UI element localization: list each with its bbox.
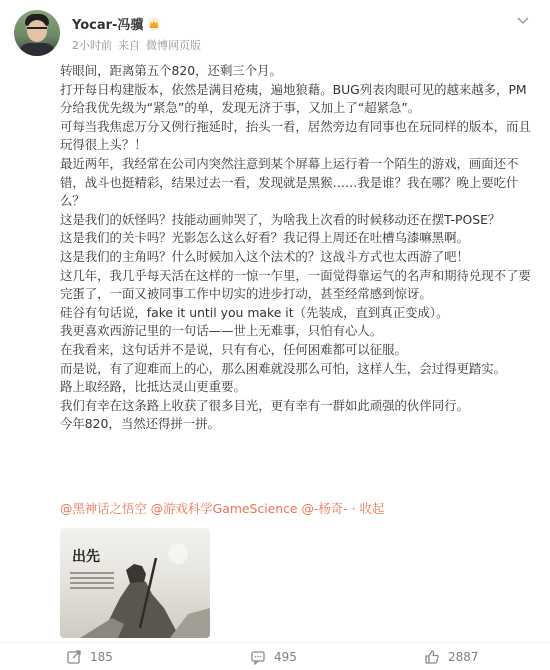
like-action[interactable] <box>424 649 479 665</box>
paragraph: 今年820，当然还得拼一拼。 <box>60 416 220 432</box>
post-header <box>14 10 536 58</box>
paragraph: 我们有幸在这条路上收获了很多目光，更有幸有一群如此顽强的伙伴同行。 <box>60 397 469 413</box>
avatar[interactable] <box>14 10 60 56</box>
paragraph: 这是我们的主角吗？什么时候加入这个法术的？这战斗方式也太西游了吧！ <box>60 248 469 264</box>
user-name[interactable]: Yocar-冯骥 <box>72 17 144 33</box>
paragraph: 在我看来，这句话并不是说，只有有心，任何困难都可以征服。 <box>60 341 407 357</box>
repost-count: 185 <box>90 650 113 664</box>
paragraph: 路上取经路，比抵达灵山更重要。 <box>60 379 246 395</box>
paragraph: 我更喜欢西游记里的一句话——世上无难事，只怕有心人。 <box>60 323 383 339</box>
crown-icon <box>147 16 161 30</box>
mention-row: @黑神话之悟空 @游戏科学GameScience @-杨奇- · 收起 <box>60 501 385 516</box>
image-title: 出先 <box>72 549 100 565</box>
comment-action[interactable] <box>250 649 297 665</box>
mention-link-yangqi[interactable]: @-杨奇- <box>301 501 348 516</box>
paragraph: 这是我们的关卡吗？光影怎么这么好看？我记得上周还在吐槽乌漆嘛黑啊。 <box>60 230 469 246</box>
paragraph: 转眼间，距离第五个820，还剩三个月。 <box>60 63 282 78</box>
paragraph: 可每当我焦虑万分又例行拖延时，抬头一看，居然旁边有同事也在玩同样的版本，而且玩得很上头？！ <box>60 118 531 153</box>
post-meta <box>72 37 201 53</box>
like-count: 2887 <box>448 650 479 664</box>
comment-count: 495 <box>274 650 297 664</box>
post-text <box>60 62 538 434</box>
collapse-link[interactable]: 收起 <box>359 501 385 516</box>
name-row <box>72 14 161 32</box>
paragraph: 最近两年，我经常在公司内突然注意到某个屏幕上运行着一个陌生的游戏，画面还不错，战斗也挺精彩，结果过去一看，发现就是黑猴……我是谁？我在哪？晚上要吃什么？ <box>60 155 519 209</box>
paragraph: 硅谷有句话说，fake it until you make it（先装成，直到真正变成）。 <box>60 304 449 320</box>
paragraph: 打开每日构建版本，依然是满目疮痍，遍地狼藉。BUG列表肉眼可见的越来越多，PM分给我优先级为“紧急”的单，发现无济于事，又加上了“超紧急”。 <box>60 81 527 116</box>
thumbs-up-icon <box>424 649 440 665</box>
mention-link-heishenhua[interactable]: @黑神话之悟空 <box>60 501 147 516</box>
post-source: 微博网页版 <box>146 39 201 52</box>
post-time[interactable]: 2小时前 <box>72 39 112 52</box>
repost-icon <box>66 649 82 665</box>
mention-link-gamescience[interactable]: @游戏科学GameScience <box>150 501 298 516</box>
repost-action[interactable] <box>66 649 113 665</box>
comment-icon <box>250 649 266 665</box>
wukong-figure-image <box>60 528 210 638</box>
more-options-icon[interactable] <box>514 14 532 26</box>
action-bar <box>0 642 550 670</box>
paragraph: 这是我们的妖怪吗？技能动画帅哭了，为啥我上次看的时候移动还在摆T-POSE？ <box>60 211 501 227</box>
post-image[interactable] <box>60 528 210 638</box>
paragraph: 这几年，我几乎每天活在这样的一惊一乍里，一面觉得靠运气的名声和期待兑现不了要完蛋了，一面又被同事工作中切实的进步打动，甚至经常感到惊讶。 <box>60 267 531 302</box>
source-prefix: 来自 <box>118 39 140 52</box>
paragraph: 而是说，有了迎难而上的心，那么困难就没那么可怕，这样人生，会过得更踏实。 <box>60 360 507 376</box>
